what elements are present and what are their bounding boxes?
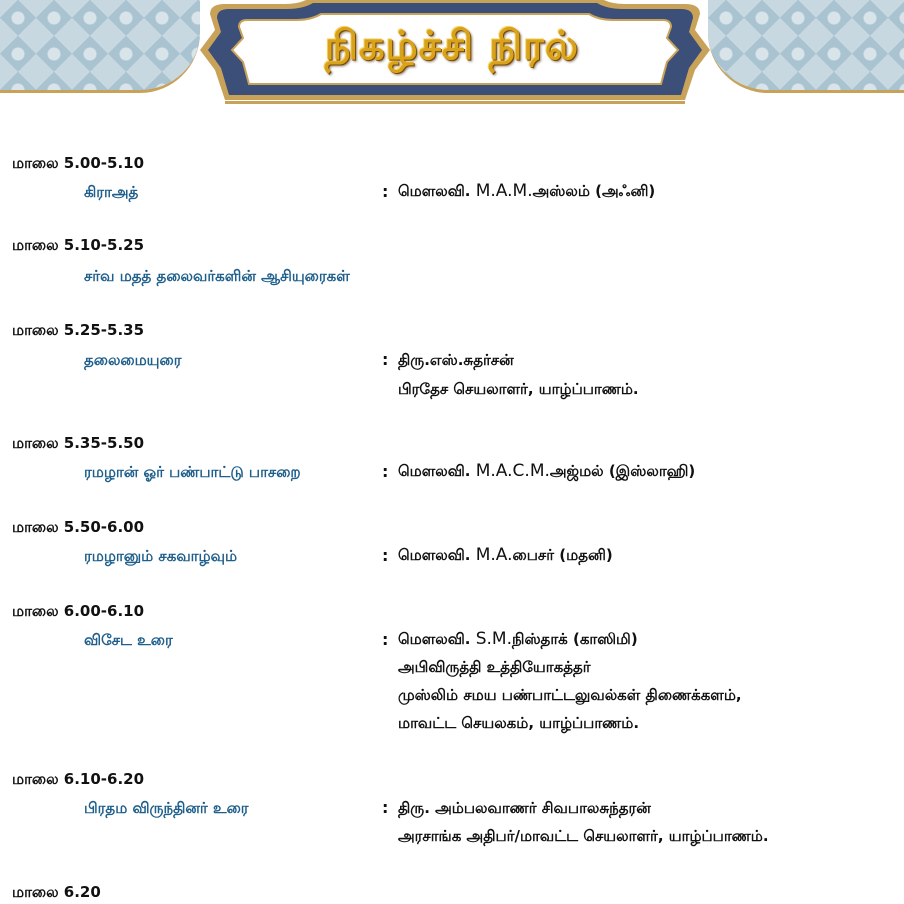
speaker-title: மௌலவி. (398, 462, 471, 480)
time-slot: மாலை 5.25-5.35 (12, 321, 145, 339)
time-slot: மாலை 6.10-6.20 (12, 770, 145, 788)
speaker-title: மௌலவி. (398, 546, 471, 564)
speaker-initials: M.A. (475, 545, 513, 565)
speaker-office: மாவட்ட செயலகம், யாழ்ப்பாணம். (398, 714, 640, 732)
program-item: கிராஅத் (84, 183, 139, 201)
separator-colon: : (382, 798, 389, 817)
separator-colon: : (382, 546, 389, 565)
separator-colon: : (382, 462, 389, 481)
speaker-name (398, 545, 613, 566)
speaker-designation: பிரதேச செயலாளர், யாழ்ப்பாணம். (398, 380, 639, 398)
speaker-department: முஸ்லிம் சமய பண்பாட்டலுவல்கள் திணைக்களம், (398, 686, 742, 704)
time-slot: மாலை 5.00-5.10 (12, 154, 145, 172)
speaker-designation: அபிவிருத்தி உத்தியோகத்தர் (398, 658, 591, 676)
speaker-initials: S.M. (475, 629, 513, 649)
speaker-surname: அஸ்லம் (அஃனி) (532, 182, 656, 200)
program-item: தலைமையுரை (84, 351, 182, 369)
time-slot: மாலை 5.50-6.00 (12, 518, 145, 536)
time-slot: மாலை 5.10-5.25 (12, 236, 145, 254)
speaker-surname: அஜ்மல் (இஸ்லாஹி) (549, 462, 696, 480)
program-item: சர்வ மதத் தலைவர்களின் ஆசியுரைகள் (84, 267, 350, 285)
speaker-name (398, 799, 651, 819)
speaker-name (398, 461, 695, 482)
program-item: விசேட உரை (84, 631, 173, 649)
separator-colon: : (382, 350, 389, 369)
speaker-title: மௌலவி. (398, 630, 471, 648)
program-item: ரமழானும் சகவாழ்வும் (84, 547, 238, 565)
speaker-initials: M.A.M. (475, 181, 533, 201)
speaker-surname: பைசர் (மதனி) (512, 546, 613, 564)
time-slot: மாலை 5.35-5.50 (12, 434, 145, 452)
speaker-surname: நிஸ்தாக் (காஸிமி) (512, 630, 638, 648)
speaker-initials: M.A.C.M. (475, 461, 550, 481)
separator-colon: : (382, 182, 389, 201)
speaker-name (398, 181, 655, 202)
program-item: பிரதம விருந்தினர் உரை (84, 799, 249, 817)
page-title: நிகழ்ச்சி நிரல் (324, 22, 580, 69)
speaker-name (398, 629, 638, 650)
speaker-title: மௌலவி. (398, 182, 471, 200)
separator-colon: : (382, 630, 389, 649)
speaker-title: திரு. அம்பலவாணர் சிவபாலசுந்தரன் (398, 799, 651, 817)
speaker-title: திரு.எஸ்.சுதர்சன் (398, 351, 514, 369)
program-item: ரமழான் ஓர் பண்பாட்டு பாசறை (84, 463, 301, 481)
speaker-name (398, 351, 514, 371)
time-slot: மாலை 6.00-6.10 (12, 602, 145, 620)
time-slot: மாலை 6.20 (12, 883, 101, 901)
speaker-designation: அரசாங்க அதிபர்/மாவட்ட செயலாளர், யாழ்ப்பாணம். (398, 827, 769, 845)
